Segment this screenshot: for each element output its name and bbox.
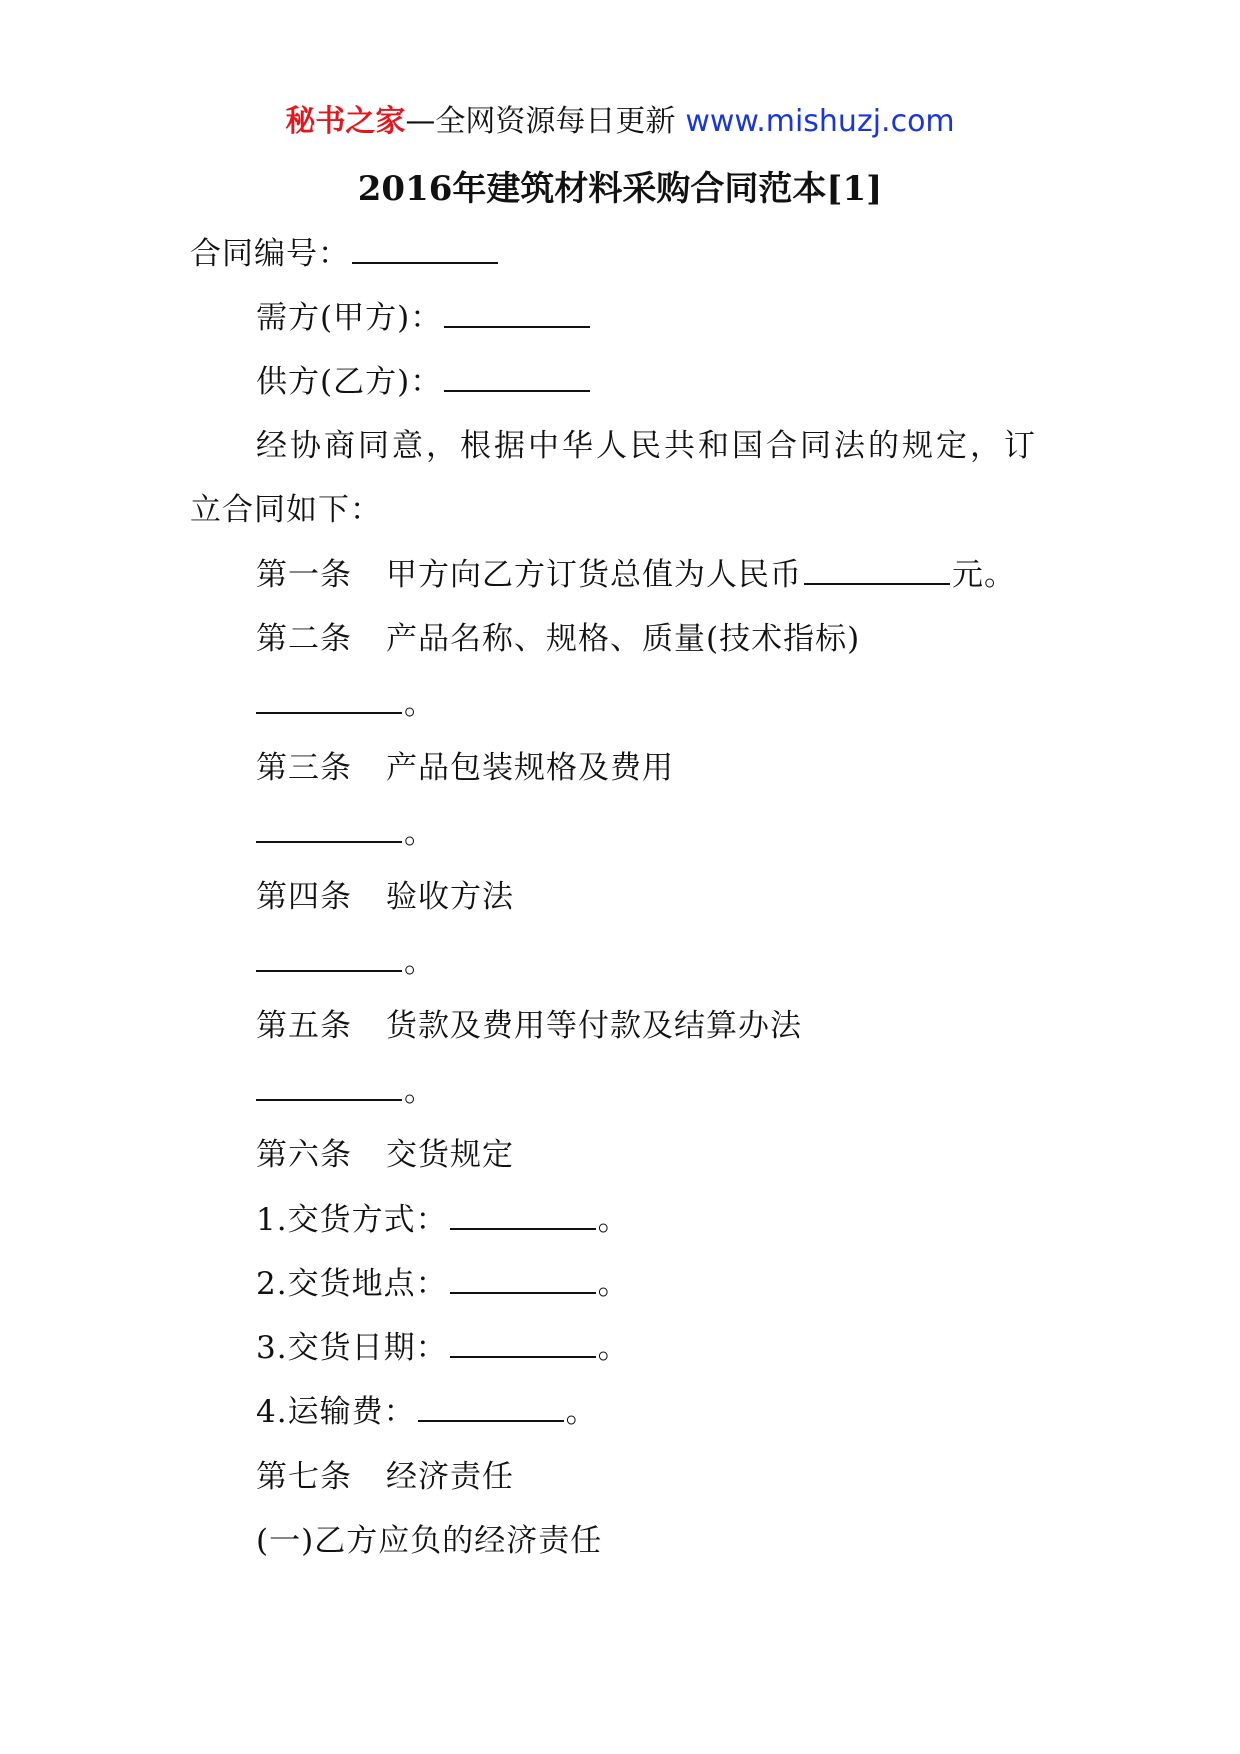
slogan: —全网资源每日更新 <box>405 104 676 139</box>
article-4-fill <box>256 940 436 984</box>
brand-name: 秘书之家 <box>285 104 406 139</box>
delivery-place-line <box>256 1262 630 1306</box>
article-5-label: 第五条 <box>256 1008 352 1044</box>
article-1 <box>256 553 1016 597</box>
delivery-place-blank <box>450 1266 596 1294</box>
article-3 <box>256 746 674 790</box>
party-a-line <box>256 296 592 340</box>
party-b-blank <box>444 364 590 392</box>
delivery-method-label: 1.交货方式： <box>256 1202 448 1238</box>
contract-number-line <box>190 232 500 276</box>
article-6 <box>256 1133 514 1177</box>
article-4-text: 验收方法 <box>386 879 514 915</box>
period: 。 <box>597 1266 630 1302</box>
article-5-text: 货款及费用等付款及结算办法 <box>386 1008 802 1044</box>
subsection-1: (一)乙方应负的经济责任 <box>256 1523 603 1559</box>
party-b-line <box>256 360 592 404</box>
period: 。 <box>597 1330 630 1366</box>
party-a-label: 需方(甲方)： <box>256 300 443 336</box>
article-2-text: 产品名称、规格、质量(技术指标) <box>386 621 861 657</box>
article-5-fill <box>256 1069 436 1113</box>
article-2-label: 第二条 <box>256 621 352 657</box>
delivery-date-label: 3.交货日期： <box>256 1330 448 1366</box>
period: 。 <box>404 1073 436 1109</box>
article-7 <box>256 1455 514 1499</box>
article-7-text: 经济责任 <box>386 1459 514 1495</box>
article-5-blank <box>256 1073 402 1101</box>
article-1-text: 甲方向乙方订货总值为人民币 <box>386 557 802 593</box>
delivery-date-line <box>256 1326 630 1370</box>
article-1-label: 第一条 <box>256 557 352 593</box>
article-3-fill <box>256 811 436 855</box>
delivery-method-blank <box>450 1202 596 1230</box>
delivery-date-blank <box>450 1330 596 1358</box>
article-3-text: 产品包装规格及费用 <box>386 750 674 786</box>
period: 。 <box>404 815 436 851</box>
intro-line-1: 经协商同意，根据中华人民共和国合同法的规定，订 <box>256 428 1038 464</box>
delivery-method-line <box>256 1198 630 1242</box>
article-6-text: 交货规定 <box>386 1137 514 1173</box>
site-link[interactable]: www.mishuzj.com <box>685 104 955 139</box>
article-2-fill <box>256 682 436 726</box>
period: 。 <box>597 1202 630 1238</box>
freight-line <box>256 1390 598 1434</box>
article-2 <box>256 617 860 661</box>
period: 。 <box>404 944 436 980</box>
document-title: 2016年建筑材料采购合同范本[1] <box>357 169 883 209</box>
article-5 <box>256 1004 802 1048</box>
article-1-suffix: 元。 <box>952 557 1016 593</box>
contract-number-label: 合同编号： <box>190 236 350 272</box>
freight-label: 4.运输费： <box>256 1394 416 1430</box>
article-1-blank <box>804 557 950 585</box>
party-a-blank <box>444 300 590 328</box>
article-2-blank <box>256 686 402 714</box>
article-4-label: 第四条 <box>256 879 352 915</box>
contract-number-blank <box>352 236 498 264</box>
article-7-label: 第七条 <box>256 1459 352 1495</box>
site-header <box>0 100 1240 144</box>
delivery-place-label: 2.交货地点： <box>256 1266 448 1302</box>
intro-line-2: 立合同如下： <box>190 492 382 528</box>
article-3-label: 第三条 <box>256 750 352 786</box>
article-3-blank <box>256 815 402 843</box>
period: 。 <box>565 1394 598 1430</box>
article-4-blank <box>256 944 402 972</box>
period: 。 <box>404 686 436 722</box>
article-6-label: 第六条 <box>256 1137 352 1173</box>
party-b-label: 供方(乙方)： <box>256 364 443 400</box>
freight-blank <box>418 1394 564 1422</box>
article-4 <box>256 875 514 919</box>
